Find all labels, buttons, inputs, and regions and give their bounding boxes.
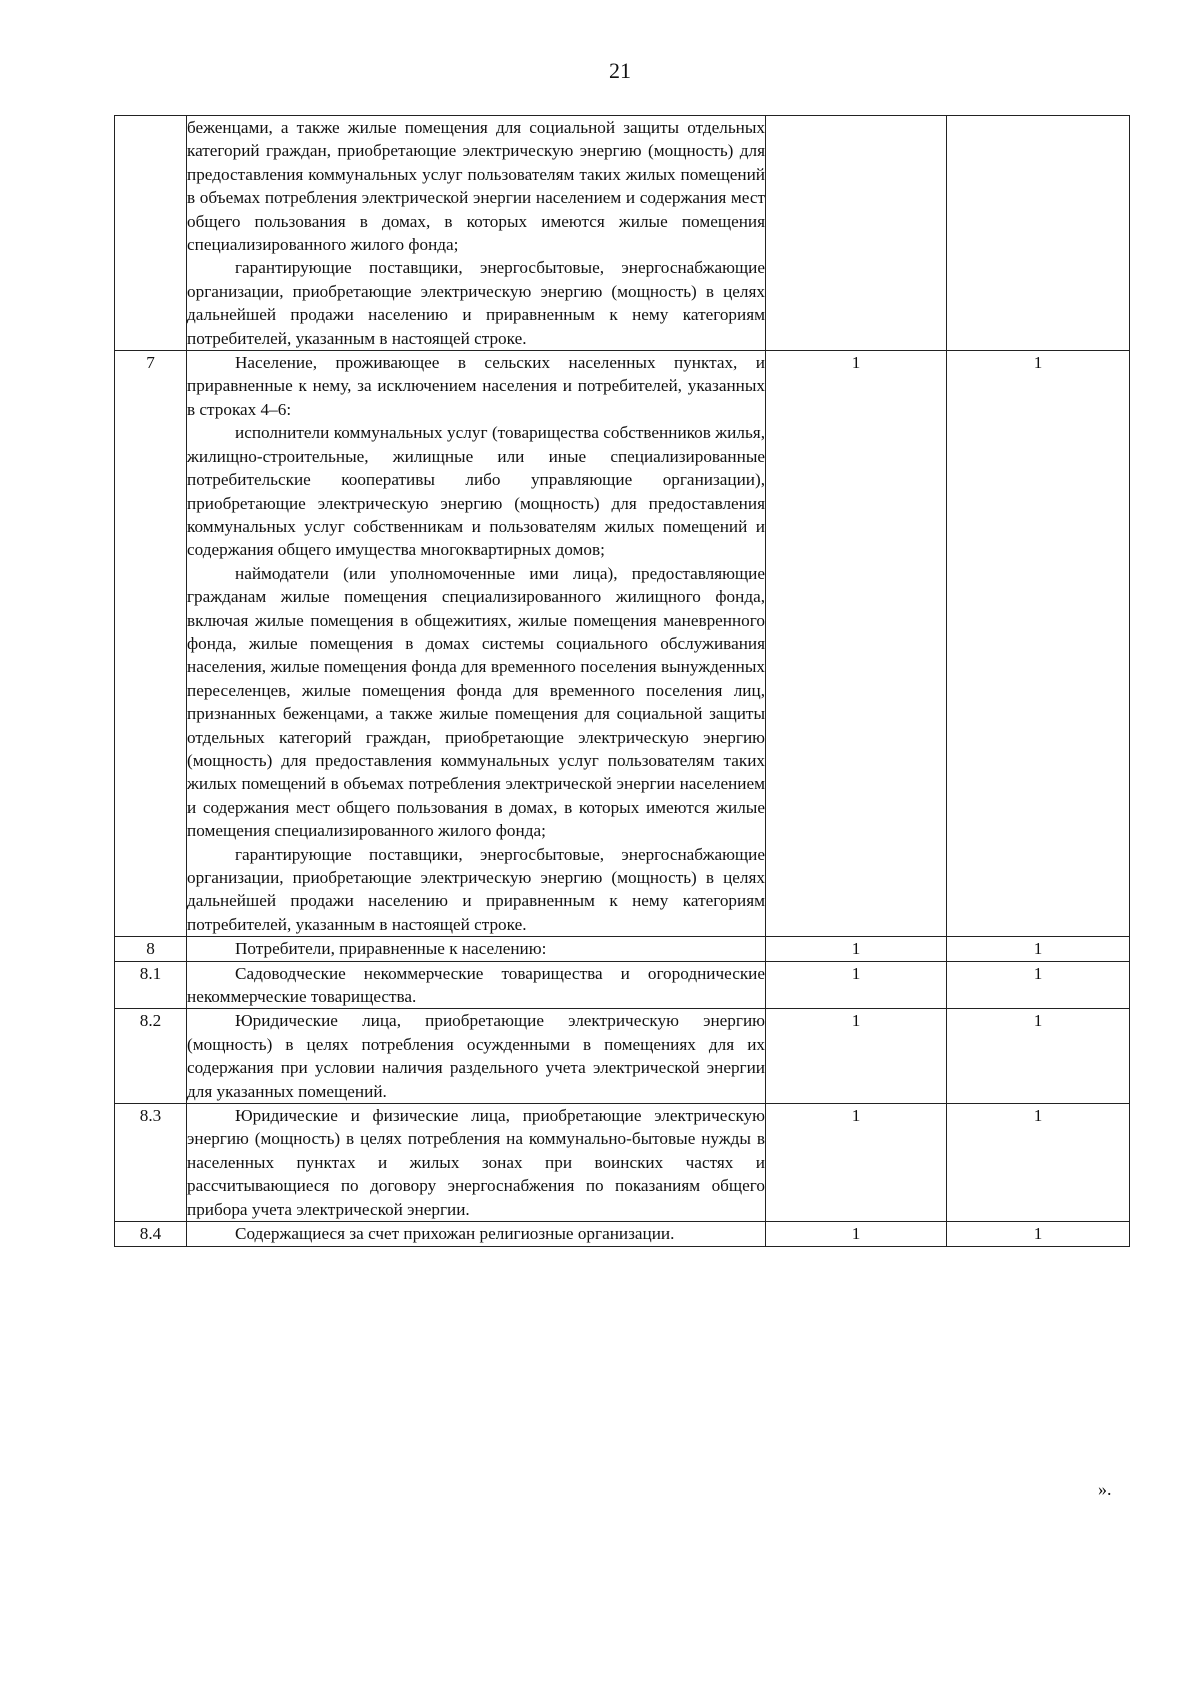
row-value-col3: 1	[766, 1009, 947, 1104]
tariff-table	[114, 115, 1130, 1247]
row-description	[187, 961, 766, 1009]
table-row	[115, 116, 1130, 351]
row-description	[187, 1009, 766, 1104]
row-value-col4: 1	[947, 1009, 1130, 1104]
row-description	[187, 937, 766, 961]
closing-quote-mark: ».	[1098, 1479, 1112, 1499]
page-number: 21	[609, 58, 631, 83]
row-value-col3: 1	[766, 937, 947, 961]
row-paragraph: Садоводческие некоммерческие товарищества и огороднические некоммерческие товарищества.	[187, 963, 765, 1007]
row-value-col4	[947, 116, 1130, 351]
row-number: 8.4	[115, 1222, 187, 1246]
row-value-col4: 1	[947, 351, 1130, 937]
row-description	[187, 351, 766, 937]
row-description	[187, 1222, 766, 1246]
table-row	[115, 351, 1130, 937]
row-value-col4: 1	[947, 1222, 1130, 1246]
row-paragraph: Юридические и физические лица, приобретающие электрическую энергию (мощность) в целях потребления на коммунально-бытовые нужды в населенных пунктах и жилых зонах при воинских частях и рассчитывающиеся по договору энергоснабжения по показаниям общего прибора учета электрической энергии.	[187, 1106, 765, 1219]
row-description	[187, 1104, 766, 1222]
row-description	[187, 116, 766, 351]
row-value-col4: 1	[947, 937, 1130, 961]
row-paragraph: наймодатели (или уполномоченные ими лица), предоставляющие гражданам жилые помещения специализированного жилищного фонда, включая жилые помещения в общежитиях, жилые помещения маневренного фонда, жилые помещения в домах системы социального обслуживания населения, жилые помещения фонда для временного поселения вынужденных переселенцев, жилые помещения фонда для временного поселения лиц, признанных беженцами, а также жилые помещения для социальной защиты отдельных категорий граждан, приобретающие электрическую энергию (мощность) для предоставления коммунальных услуг пользователям таких жилых помещений в объемах потребления электрической энергии населением и содержания мест общего пользования в домах, в которых имеются жилые помещения специализированного жилого фонда;	[187, 563, 765, 841]
row-value-col3: 1	[766, 351, 947, 937]
row-paragraph: Юридические лица, приобретающие электрическую энергию (мощность) в целях потребления осужденными в помещениях для их содержания при условии наличия раздельного учета электрической энергии для указанных помещений.	[187, 1011, 765, 1101]
row-value-col4: 1	[947, 1104, 1130, 1222]
row-paragraph: исполнители коммунальных услуг (товарищества собственников жилья, жилищно-строительные, жилищные или иные специализированные потребительские кооперативы либо управляющие организации), приобретающие электрическую энергию (мощность) для предоставления коммунальных услуг собственникам и пользователям жилых помещений и содержания общего имущества многоквартирных домов;	[187, 423, 765, 560]
row-value-col3	[766, 116, 947, 351]
row-number: 8.1	[115, 961, 187, 1009]
row-paragraph: гарантирующие поставщики, энергосбытовые, энергоснабжающие организации, приобретающие электрическую энергию (мощность) в целях дальнейшей продажи населению и приравненным к нему категориям потребителей, указанным в настоящей строке.	[187, 258, 765, 348]
row-paragraph: беженцами, а также жилые помещения для социальной защиты отдельных категорий граждан, приобретающие электрическую энергию (мощность) для предоставления коммунальных услуг пользователям таких жилых помещений в объемах потребления электрической энергии населением и содержания мест общего пользования в домах, в которых имеются жилые помещения специализированного жилого фонда;	[187, 118, 765, 255]
table-row	[115, 961, 1130, 1009]
row-number: 8	[115, 937, 187, 961]
table-row	[115, 1009, 1130, 1104]
row-value-col3: 1	[766, 1104, 947, 1222]
row-paragraph: гарантирующие поставщики, энергосбытовые, энергоснабжающие организации, приобретающие электрическую энергию (мощность) в целях дальнейшей продажи населению и приравненным к нему категориям потребителей, указанным в настоящей строке.	[187, 844, 765, 934]
row-number	[115, 116, 187, 351]
table-row	[115, 937, 1130, 961]
row-paragraph: Население, проживающее в сельских населенных пунктах, и приравненные к нему, за исключением населения и потребителей, указанных в строках 4–6:	[187, 353, 765, 419]
row-value-col3: 1	[766, 961, 947, 1009]
row-number: 7	[115, 351, 187, 937]
table-row	[115, 1222, 1130, 1246]
row-paragraph: Содержащиеся за счет прихожан религиозные организации.	[235, 1224, 675, 1244]
table-row	[115, 1104, 1130, 1222]
row-value-col4: 1	[947, 961, 1130, 1009]
row-value-col3: 1	[766, 1222, 947, 1246]
row-paragraph: Потребители, приравненные к населению:	[235, 939, 547, 959]
row-number: 8.3	[115, 1104, 187, 1222]
row-number: 8.2	[115, 1009, 187, 1104]
